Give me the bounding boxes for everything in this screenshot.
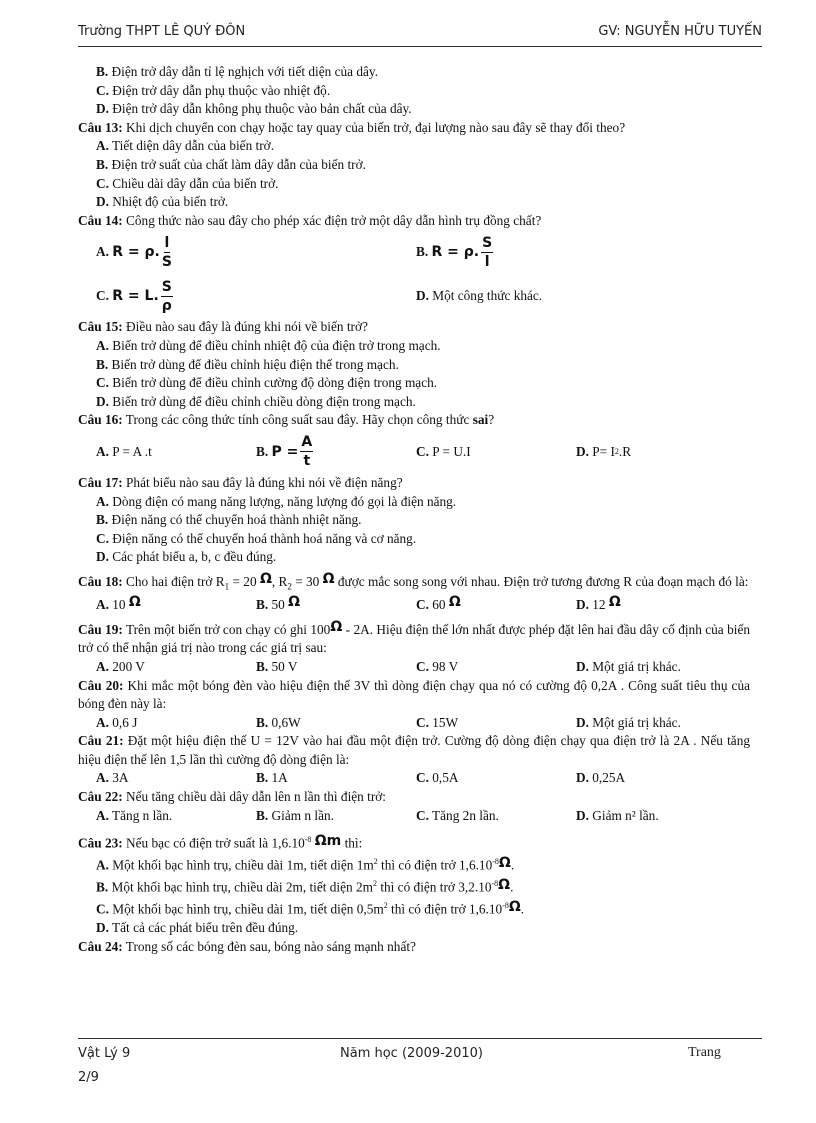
- option-d: D. P= I 2 .R: [576, 443, 632, 459]
- option-b: B. Điện trở dây dẫn tỉ lệ nghịch với tiết diện của dây.: [96, 64, 379, 79]
- option-c: C. Điện trở dây dẫn phụ thuộc vào nhiệt độ.: [96, 82, 331, 98]
- option-b: B. P = $\frac{A}{t}$: [256, 434, 313, 470]
- option-d: D. Giảm n² lần.: [576, 807, 659, 823]
- page-footer: [78, 1038, 762, 1085]
- formula-row-1: [78, 230, 750, 274]
- question-18: [78, 570, 750, 615]
- option-d: D. Điện trở dây dẫn không phụ thuộc vào bản chất của dây.: [96, 101, 412, 117]
- ohm-symbol: Ω: [330, 618, 343, 635]
- option-b: B. 50 V: [256, 658, 298, 674]
- page-label: Trang: [688, 1045, 721, 1060]
- option-a: A. P = A .t: [96, 443, 152, 459]
- question-text: Câu 15: Điều nào sau đây là đúng khi nói về biến trở?: [78, 319, 368, 335]
- question-22: [78, 788, 750, 825]
- question-content: [78, 63, 750, 957]
- option-c: C. P = U.I: [416, 443, 471, 459]
- option-d: D. Một giá trị khác.: [576, 714, 681, 730]
- page-number: 2/9: [78, 1070, 99, 1085]
- question-text: Câu 13: Khi dịch chuyển con chạy hoặc tay quay của biến trở, đại lượng nào sau đây sẽ thay đổi theo?: [78, 119, 626, 135]
- option-a: A. Tăng n lần.: [96, 807, 173, 823]
- option-c: C. Biến trở dùng để điều chỉnh cường độ dòng điện trong mạch.: [96, 375, 438, 391]
- option-c: C. R = L. $\frac{S}{\rho}$: [96, 278, 172, 314]
- question-16: [78, 411, 750, 474]
- page-header: [78, 22, 762, 47]
- option-a: A. Tiết diện dây dẫn của biến trở.: [96, 138, 275, 154]
- option-a: A. 10 Ω: [96, 594, 141, 613]
- question-text: Câu 17: Phát biểu nào sau đây là đúng khi nói về điện năng?: [78, 474, 403, 490]
- question-text: Câu 24: Trong số các bóng đèn sau, bóng nào sáng mạnh nhất?: [78, 938, 416, 954]
- options-row: [78, 596, 750, 615]
- question-15: [78, 318, 750, 411]
- question-14: [78, 212, 750, 319]
- option-c: C. Một khối bạc hình trụ, chiều dài 1m, tiết diện $0,5m^2$ thì có điện trở $1,6.10^{-8}\Omega$.: [96, 898, 525, 917]
- option-d: D. Biến trở dùng để điều chỉnh chiều dòng điện trong mạch.: [96, 393, 416, 409]
- option-c: C. 98 V: [416, 658, 459, 674]
- question-17: [78, 474, 750, 567]
- ohm-symbol: Ω: [322, 570, 335, 587]
- school-year: Năm học (2009-2010): [340, 1046, 483, 1061]
- question-text: Câu 18: Cho hai điện trở $R_1 = 20$ Ω, $R_2 = 30$ Ω được mắc song song với nhau. Điện trở tương đương R của đoạn mạch đó là:: [78, 570, 749, 592]
- option-c: C. Điện năng có thể chuyển hoá thành hoá năng và cơ năng.: [96, 530, 417, 546]
- option-d: D. Tất cả các phát biểu trên đều đúng.: [96, 920, 299, 936]
- question-text: Câu 21: Đặt một hiệu điện thế U = 12V vào hai đầu một điện trở. Cường độ dòng điện chạy qua điện trở là 2A . Nếu tăng hiệu điện thế lên 1,5 lần thì cường độ dòng điện là:: [78, 733, 750, 767]
- option-c: C. 60 Ω: [416, 594, 461, 613]
- question-20: [78, 677, 750, 733]
- school-name: Trường THPT LÊ QUÝ ĐÔN: [78, 24, 246, 39]
- options-row: [78, 807, 750, 826]
- option-b: B. Giảm n lần.: [256, 807, 334, 823]
- option-d: D. Nhiệt độ của biến trở.: [96, 194, 229, 210]
- option-b: B. 0,6W: [256, 714, 301, 730]
- option-a: A. R = ρ. $\frac{l}{S}$: [96, 234, 172, 270]
- option-a: A. 3A: [96, 770, 129, 786]
- options-row: [78, 430, 750, 474]
- option-c: C. Chiều dài dây dẫn của biến trở.: [96, 175, 279, 191]
- teacher-name: GV: NGUYỄN HỮU TUYẾN: [598, 24, 762, 39]
- question-text: Câu 22: Nếu tăng chiều dài dây dẫn lên n lần thì điện trở:: [78, 789, 386, 805]
- subject-name: Vật Lý 9: [78, 1046, 131, 1061]
- formula-row-2: [78, 274, 750, 318]
- options-row: [78, 658, 750, 677]
- question-13: [78, 119, 750, 212]
- option-d: D. 0,25A: [576, 770, 626, 786]
- option-c: C. 15W: [416, 714, 459, 730]
- option-b: B. 1A: [256, 770, 288, 786]
- question-text: Câu 14: Công thức nào sau đây cho phép xác điện trở một dây dẫn hình trụ đồng chất?: [78, 212, 542, 228]
- question-text: Câu 19: Trên một biến trở con chạy có ghi 100Ω - 2A. Hiệu điện thế lớn nhất được phép đặt lên hai đầu dây cố định của biến trở có thể nhận giá trị nào trong các giá trị sau:: [78, 618, 750, 656]
- option-b: B. 50 Ω: [256, 594, 301, 613]
- question-text: Câu 20: Khi mắc một bóng đèn vào hiệu điện thế 3V thì dòng điện chạy qua nó có cường độ 0,2A . Công suất tiêu thụ của bóng đèn này là:: [78, 677, 751, 712]
- option-b: B. Điện năng có thể chuyển hoá thành nhiệt năng.: [96, 512, 362, 528]
- option-a: A. Một khối bạc hình trụ, chiều dài 1m, tiết diện $1m^2$ thì có điện trở $1,6.10^{-8}\Omega$.: [96, 854, 515, 873]
- ohm-symbol: Ω: [259, 570, 272, 587]
- question-21: [78, 732, 750, 788]
- option-a: A. 0,6 J: [96, 714, 138, 730]
- option-d: D. Các phát biểu a, b, c đều đúng.: [96, 549, 277, 565]
- option-b: B. R = ρ. $\frac{S}{l}$: [416, 234, 493, 270]
- question-19: [78, 618, 750, 677]
- option-b: B. Biến trở dùng để điều chỉnh hiệu điện thế trong mạch.: [96, 356, 399, 372]
- option-a: A. Biến trở dùng để điều chỉnh nhiệt độ của điện trở trong mạch.: [96, 337, 441, 353]
- option-c: C. 0,5A: [416, 770, 459, 786]
- question-text: Câu 23: Nếu bạc có điện trở suất là $1,6.10^{-8}$ Ωm thì:: [78, 832, 363, 851]
- question-24: [78, 938, 750, 957]
- option-d: D. 12 Ω: [576, 594, 621, 613]
- option-c: C. Tăng 2n lần.: [416, 807, 499, 823]
- option-a: A. 200 V: [96, 658, 145, 674]
- option-d: D. Một giá trị khác.: [576, 658, 681, 674]
- option-b: B. Điện trở suất của chất làm dây dẫn của biến trở.: [96, 156, 366, 172]
- option-b: B. Một khối bạc hình trụ, chiều dài 2m, tiết diện $2m^2$ thì có điện trở $3,2.10^{-8}\Omega$.: [96, 876, 514, 895]
- options-row: [78, 714, 750, 733]
- options-row: [78, 769, 750, 788]
- ohm-meter-symbol: Ωm: [314, 832, 342, 849]
- question-23: [78, 831, 750, 938]
- question-text: Câu 16: Trong các công thức tính công suất sau đây. Hãy chọn công thức sai?: [78, 412, 495, 428]
- option-d: D. Một công thức khác.: [416, 288, 543, 304]
- question-12-options: [78, 63, 750, 119]
- option-a: A. Dòng điện có mang năng lượng, năng lượng đó gọi là điện năng.: [96, 493, 457, 509]
